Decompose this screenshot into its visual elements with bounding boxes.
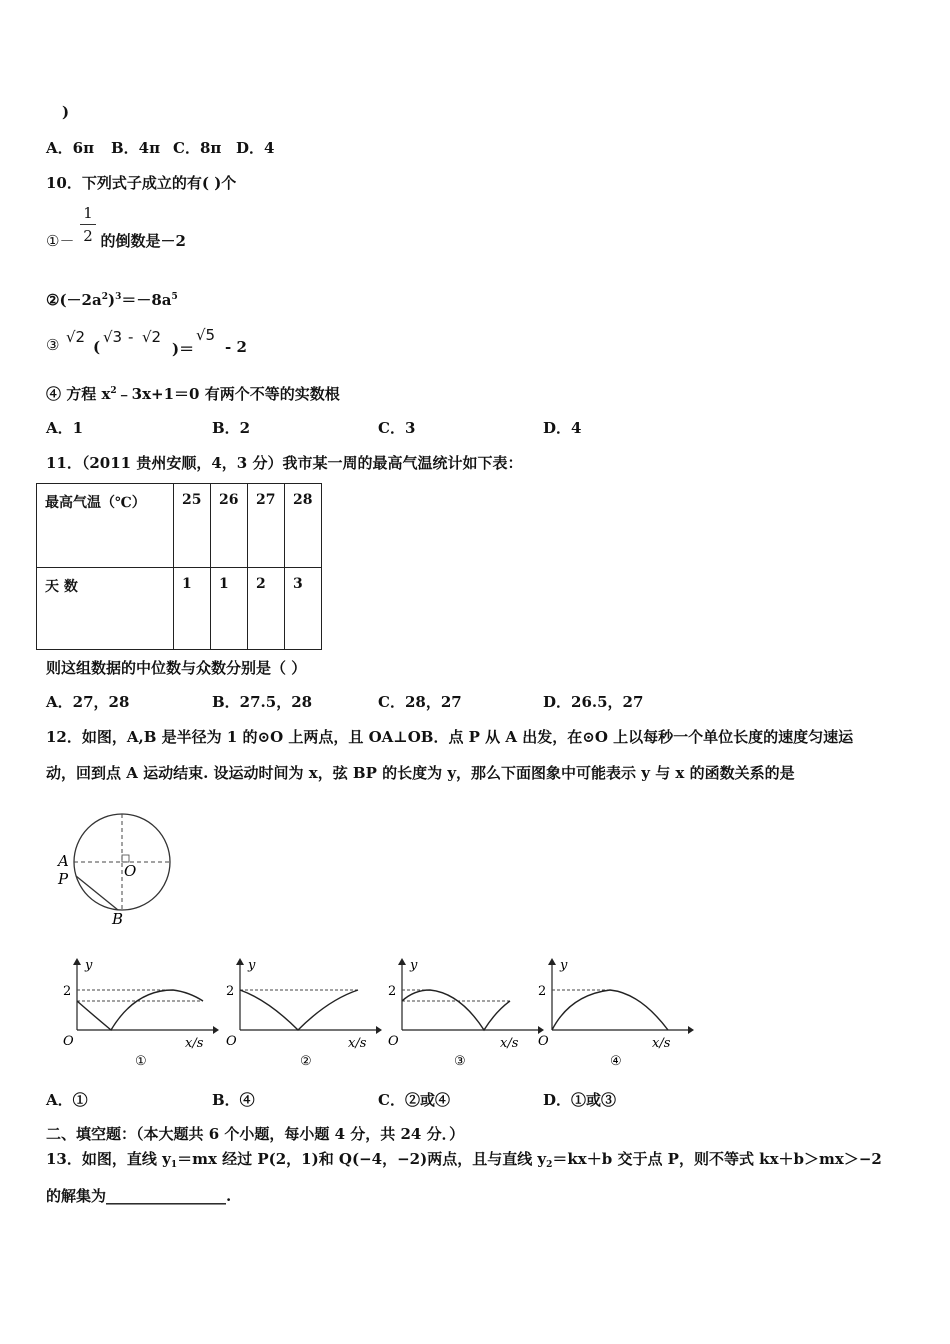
q10-item3-minus: - — [128, 328, 134, 346]
graph-caption-3: ③ — [454, 1054, 466, 1069]
table-cell: 2 — [248, 568, 285, 650]
q12-option-d: D．①或③ — [543, 1091, 617, 1109]
graph-x-label: x/s — [652, 1036, 671, 1051]
q13-sub2: 2 — [546, 1160, 553, 1170]
q13-sub1: 1 — [170, 1160, 178, 1170]
q11-option-c: C．28，27 — [378, 693, 462, 711]
table-cell-row1-label: 最高气温（℃） — [37, 484, 174, 568]
graph-origin: O — [388, 1034, 399, 1049]
table-row — [37, 484, 322, 568]
q10-item3-tail: - 2 — [225, 338, 247, 356]
q10-item3-sqrt3: √3 — [103, 328, 123, 346]
label-o: O — [124, 862, 137, 880]
graph-caption-4: ④ — [610, 1054, 622, 1069]
q12-option-b: B．④ — [212, 1091, 255, 1109]
graph-4 — [530, 955, 695, 1070]
q10-item3-sqrt2: √2 — [66, 328, 86, 346]
q9-option-d: D．4 — [236, 139, 275, 157]
q13-line2: 的解集为________________. — [46, 1187, 232, 1205]
table-cell: 1 — [211, 568, 248, 650]
graph-caption-1: ① — [135, 1054, 147, 1069]
table-cell: 1 — [174, 568, 211, 650]
graph-3 — [380, 955, 545, 1070]
q10-option-a: A．1 — [46, 419, 84, 437]
graph-y-label: y — [560, 958, 568, 973]
q12-option-a: A．① — [46, 1091, 88, 1109]
q10-item3-sqrt2b: √2 — [142, 328, 162, 346]
table-cell: 25 — [174, 484, 211, 568]
q10-item4-prefix: ④ 方程 x — [46, 385, 111, 403]
graph-x-label: x/s — [348, 1036, 367, 1051]
q9-option-a: A．6π — [46, 139, 95, 157]
q13-part1: 13．如图，直线 y — [46, 1150, 171, 1168]
q10-item2-exp1: 2 — [101, 292, 108, 302]
table-cell: 27 — [248, 484, 285, 568]
fraction-numerator: 1 — [83, 204, 93, 222]
q10-item2-eq: ＝－8a — [121, 291, 172, 309]
graph-tick-2: 2 — [63, 984, 72, 999]
q13-line1 — [46, 1148, 882, 1170]
q10-item1-suffix: 的倒数是－2 — [100, 232, 186, 250]
q10-item4-suffix: ﹣3x+1＝0 有两个不等的实数根 — [116, 385, 340, 403]
label-p: P — [58, 870, 69, 888]
graph-y-label: y — [85, 958, 93, 973]
graph-y-label: y — [410, 958, 418, 973]
temperature-table — [36, 483, 322, 650]
q13-part2: ＝mx 经过 P(2，1)和 Q(−4，−2)两点，且与直线 y — [177, 1150, 547, 1168]
table-row — [37, 568, 322, 650]
q10-item4-exp: 2 — [110, 386, 117, 396]
q10-item3-open: ( — [93, 338, 101, 356]
table-cell: 26 — [211, 484, 248, 568]
q10-item3-sqrt5: √5 — [196, 326, 216, 344]
graph-2 — [218, 955, 383, 1070]
q10-item3-circ: ③ — [46, 336, 60, 354]
table-cell: 28 — [285, 484, 322, 568]
graph-origin: O — [63, 1034, 74, 1049]
q12-line1: 12．如图，A,B 是半径为 1 的⊙O 上两点，且 OA⊥OB．点 P 从 A 出发，在⊙O 上以每秒一个单位长度的速度匀速运 — [46, 728, 854, 746]
q12-option-c: C．②或④ — [378, 1091, 450, 1109]
q10-stem: 10．下列式子成立的有( )个 — [46, 174, 237, 192]
table-cell-row2-label: 天 数 — [37, 568, 174, 650]
q11-stem: 11．（2011 贵州安顺，4，3 分）我市某一周的最高气温统计如下表： — [46, 454, 523, 472]
section-heading: 二、填空题：（本大题共 6 个小题，每小题 4 分，共 24 分．） — [46, 1125, 465, 1143]
table-cell: 3 — [285, 568, 322, 650]
q9-option-c: C．8π — [173, 139, 222, 157]
label-a: A — [58, 852, 69, 870]
q10-item1 — [46, 230, 186, 251]
q10-item3-close: )＝ — [172, 340, 195, 358]
graph-y-label: y — [248, 958, 256, 973]
q9-tail: ) — [62, 103, 70, 121]
graph-x-label: x/s — [500, 1036, 519, 1051]
q10-item2-exp3: 5 — [171, 292, 178, 302]
graph-tick-2: 2 — [226, 984, 235, 999]
q10-fraction — [80, 204, 96, 245]
graph-1 — [55, 955, 220, 1070]
graph-caption-2: ② — [300, 1054, 312, 1069]
q10-item1-prefix: ①－ — [46, 232, 75, 250]
q11-option-d: D．26.5，27 — [543, 693, 644, 711]
graph-origin: O — [226, 1034, 237, 1049]
fraction-denominator: 2 — [83, 227, 93, 245]
q11-option-b: B．27.5，28 — [212, 693, 313, 711]
q10-option-d: D．4 — [543, 419, 582, 437]
q10-item2-paren: ) — [107, 291, 116, 309]
circle-figure — [50, 808, 190, 928]
graph-origin: O — [538, 1034, 549, 1049]
q10-item2 — [46, 289, 178, 310]
q11-option-a: A．27，28 — [46, 693, 130, 711]
q10-item2-exp2: 3 — [115, 292, 122, 302]
q9-option-b: B．4π — [111, 139, 161, 157]
q10-option-c: C．3 — [378, 419, 416, 437]
graph-tick-2: 2 — [388, 984, 397, 999]
graph-tick-2: 2 — [538, 984, 547, 999]
q11-question: 则这组数据的中位数与众数分别是（ ） — [46, 659, 307, 677]
q10-item4 — [46, 383, 340, 404]
q13-part3: ＝kx＋b 交于点 P，则不等式 kx＋b＞mx＞−2 — [552, 1150, 882, 1168]
q10-item2-base: ②(－2a — [46, 291, 102, 309]
label-b: B — [112, 910, 124, 928]
q12-line2: 动，回到点 A 运动结束. 设运动时间为 x，弦 BP 的长度为 y，那么下面图象中可能表示 y 与 x 的函数关系的是 — [46, 764, 795, 782]
graph-x-label: x/s — [185, 1036, 204, 1051]
q10-option-b: B．2 — [212, 419, 251, 437]
